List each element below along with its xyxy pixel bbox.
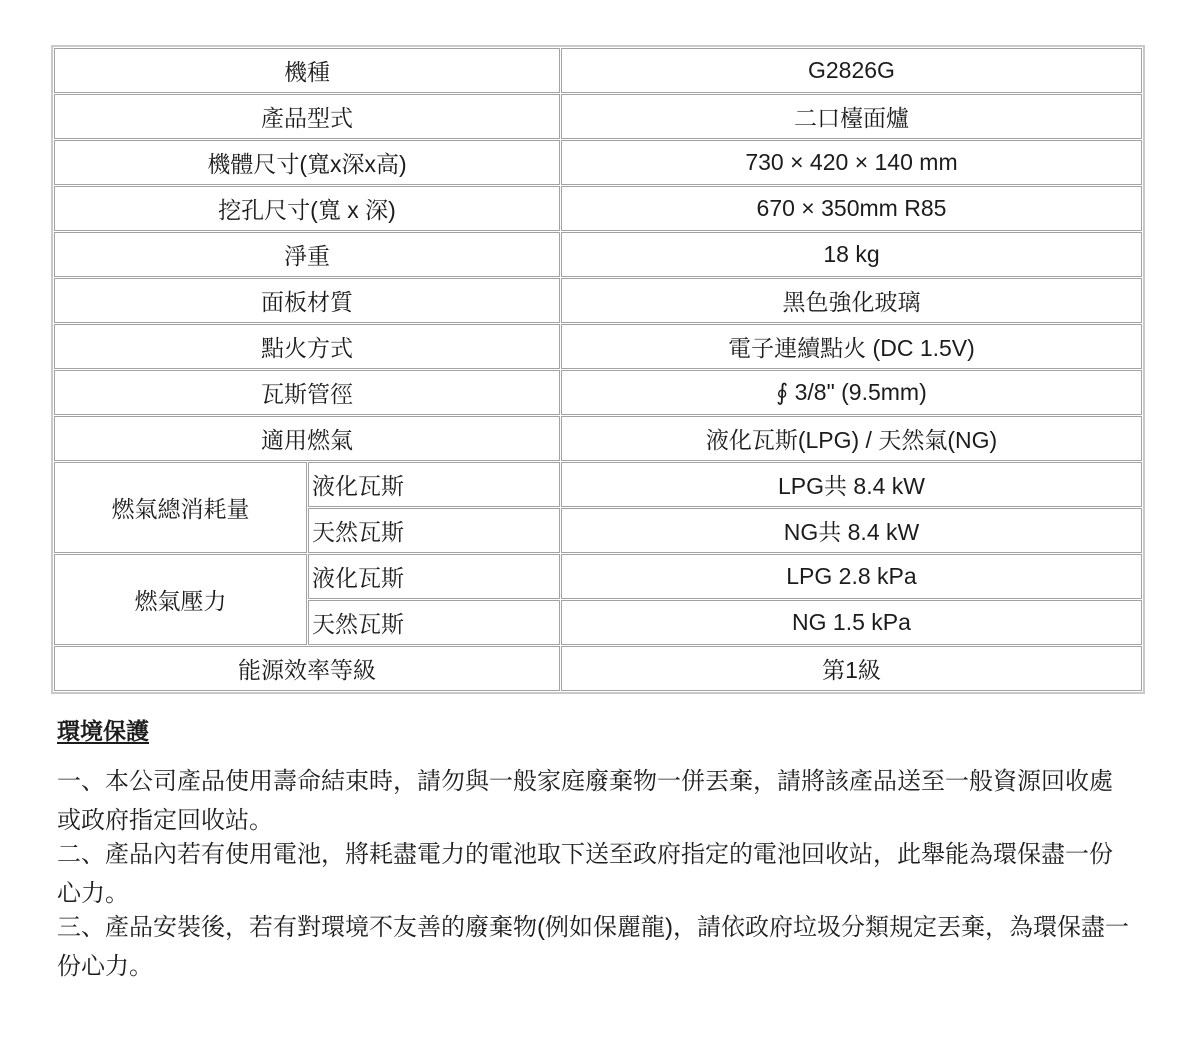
spec-sub-label: 液化瓦斯 [308, 462, 560, 507]
spec-value: 670 × 350mm R85 [561, 186, 1142, 231]
spec-row-product-type [54, 94, 1142, 139]
spec-row-panel-material [54, 278, 1142, 323]
paragraph-line: 心力。 [57, 880, 129, 907]
spec-row-cutout-dimensions [54, 186, 1142, 231]
spec-value: 第1級 [561, 646, 1142, 691]
spec-value: NG 1.5 kPa [561, 600, 1142, 645]
environment-section [57, 716, 1187, 981]
paragraph-line: 二、產品內若有使用電池，將耗盡電力的電池取下送至政府指定的電池回收站，此舉能為環保盡一份 [57, 841, 1113, 868]
spec-label: 淨重 [54, 232, 560, 277]
spec-label: 挖孔尺寸(寬 x 深) [54, 186, 560, 231]
spec-row-gas-type [54, 416, 1142, 461]
spec-sub-label: 天然瓦斯 [308, 508, 560, 553]
spec-label: 瓦斯管徑 [54, 370, 560, 415]
environment-heading: 環境保護 [57, 718, 149, 744]
spec-value: 電子連續點火 (DC 1.5V) [561, 324, 1142, 369]
spec-value: ∮ 3/8" (9.5mm) [561, 370, 1142, 415]
spec-row-body-dimensions [54, 140, 1142, 185]
paragraph-line: 三、產品安裝後，若有對環境不友善的廢棄物(例如保麗龍)，請依政府垃圾分類規定丟棄，為環保盡一 [57, 914, 1129, 941]
spec-label: 機種 [54, 48, 560, 93]
spec-sub-label: 天然瓦斯 [308, 600, 560, 645]
spec-value: LPG共 8.4 kW [561, 462, 1142, 507]
spec-group-label: 燃氣總消耗量 [54, 462, 307, 553]
paragraph-line: 份心力。 [57, 953, 153, 980]
spec-row-net-weight [54, 232, 1142, 277]
environment-paragraph [57, 762, 1187, 840]
spec-value: 二口檯面爐 [561, 94, 1142, 139]
spec-row-gas-pressure-lpg [54, 554, 1142, 599]
environment-paragraph [57, 908, 1187, 986]
environment-paragraph [57, 835, 1187, 913]
spec-value: 黑色強化玻璃 [561, 278, 1142, 323]
spec-row-model [54, 48, 1142, 93]
spec-row-gas-pipe [54, 370, 1142, 415]
spec-label: 點火方式 [54, 324, 560, 369]
spec-value: 液化瓦斯(LPG) / 天然氣(NG) [561, 416, 1142, 461]
spec-value: G2826G [561, 48, 1142, 93]
spec-value: NG共 8.4 kW [561, 508, 1142, 553]
paragraph-line: 或政府指定回收站。 [57, 807, 273, 834]
spec-row-energy-efficiency [54, 646, 1142, 691]
spec-label: 適用燃氣 [54, 416, 560, 461]
spec-label: 產品型式 [54, 94, 560, 139]
spec-label: 能源效率等級 [54, 646, 560, 691]
spec-sub-label: 液化瓦斯 [308, 554, 560, 599]
spec-row-gas-consumption-lpg [54, 462, 1142, 507]
spec-value: 730 × 420 × 140 mm [561, 140, 1142, 185]
spec-label: 面板材質 [54, 278, 560, 323]
paragraph-line: 一、本公司產品使用壽命結束時，請勿與一般家庭廢棄物一併丟棄，請將該產品送至一般資源回收處 [57, 768, 1113, 795]
spec-label: 機體尺寸(寬x深x高) [54, 140, 560, 185]
spec-group-label: 燃氣壓力 [54, 554, 307, 645]
spec-value: LPG 2.8 kPa [561, 554, 1142, 599]
spec-row-ignition [54, 324, 1142, 369]
spec-value: 18 kg [561, 232, 1142, 277]
spec-table [51, 45, 1145, 694]
